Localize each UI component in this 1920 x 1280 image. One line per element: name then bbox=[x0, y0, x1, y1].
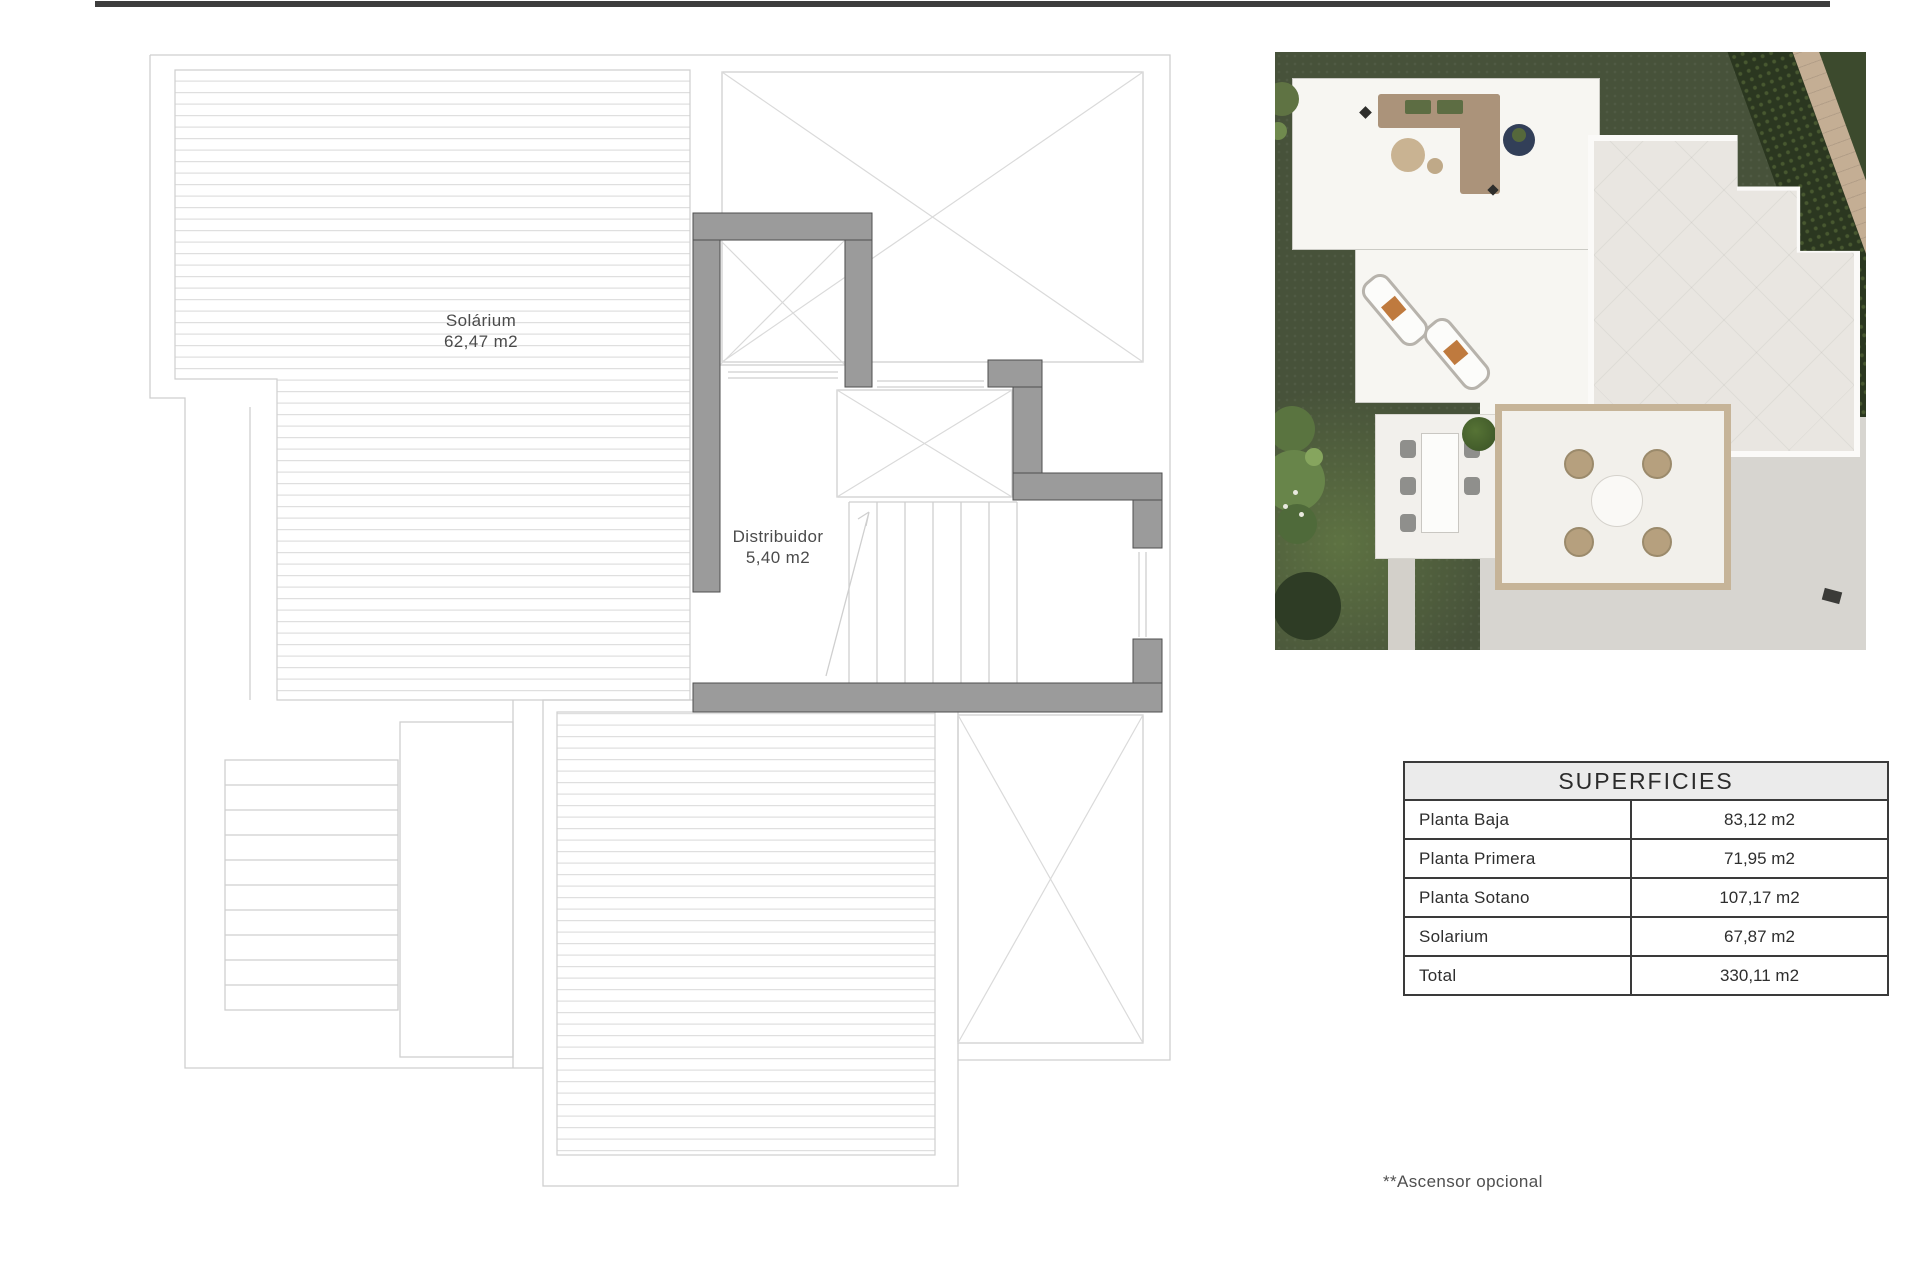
lower-deck-hatch bbox=[557, 712, 935, 1155]
table-row bbox=[1405, 957, 1887, 994]
solarium-area: 62,47 m2 bbox=[443, 332, 519, 351]
potted-plant bbox=[1462, 417, 1496, 451]
solarium-deck-hatch bbox=[175, 70, 690, 700]
flower bbox=[1283, 504, 1288, 509]
chair bbox=[1400, 440, 1416, 458]
solarium-label bbox=[400, 310, 562, 352]
dining-table bbox=[1591, 475, 1643, 527]
dining-chair bbox=[1642, 449, 1672, 479]
superficies-table bbox=[1403, 761, 1889, 996]
flower bbox=[1299, 512, 1304, 517]
row-value: 67,87 m2 bbox=[1724, 926, 1795, 946]
table-row bbox=[1405, 840, 1887, 879]
distribuidor-label bbox=[697, 526, 859, 568]
chair bbox=[1400, 514, 1416, 532]
elevator-footnote: **Ascensor opcional bbox=[1383, 1172, 1543, 1191]
outdoor-table bbox=[1421, 433, 1459, 533]
row-label: Planta Baja bbox=[1405, 801, 1632, 838]
row-value: 330,11 m2 bbox=[1719, 965, 1800, 985]
solarium-name: Solárium bbox=[445, 311, 517, 330]
sofa-cushion bbox=[1405, 100, 1431, 114]
row-value: 83,12 m2 bbox=[1724, 809, 1795, 829]
tree bbox=[1275, 572, 1341, 640]
table-title: SUPERFICIES bbox=[1405, 763, 1887, 801]
plan-walls bbox=[693, 213, 1162, 712]
chair bbox=[1464, 477, 1480, 495]
distribuidor-name: Distribuidor bbox=[732, 527, 824, 546]
bush bbox=[1277, 504, 1317, 544]
roof-dining-terrace bbox=[1495, 404, 1731, 590]
dining-chair bbox=[1564, 449, 1594, 479]
pergola-dining bbox=[1375, 414, 1505, 559]
towel bbox=[1443, 340, 1468, 365]
row-label: Planta Sotano bbox=[1405, 879, 1632, 916]
row-value: 71,95 m2 bbox=[1724, 848, 1795, 868]
table-row bbox=[1405, 918, 1887, 957]
distribuidor-area: 5,40 m2 bbox=[745, 548, 811, 567]
dining-chair bbox=[1642, 527, 1672, 557]
sofa bbox=[1460, 94, 1500, 194]
row-value: 107,17 m2 bbox=[1719, 887, 1800, 907]
flower bbox=[1293, 490, 1298, 495]
chair bbox=[1400, 477, 1416, 495]
dining-chair bbox=[1564, 527, 1594, 557]
side-table bbox=[1427, 158, 1443, 174]
bush bbox=[1275, 122, 1287, 140]
plant-on-rug bbox=[1512, 128, 1526, 142]
row-label: Total bbox=[1405, 957, 1632, 994]
row-label: Solarium bbox=[1405, 918, 1632, 955]
table-row bbox=[1405, 801, 1887, 840]
bush bbox=[1305, 448, 1323, 466]
table-row bbox=[1405, 879, 1887, 918]
sofa-cushion bbox=[1437, 100, 1463, 114]
aerial-photo bbox=[1275, 52, 1866, 650]
coffee-table bbox=[1391, 138, 1425, 172]
towel bbox=[1381, 296, 1406, 321]
row-label: Planta Primera bbox=[1405, 840, 1632, 877]
